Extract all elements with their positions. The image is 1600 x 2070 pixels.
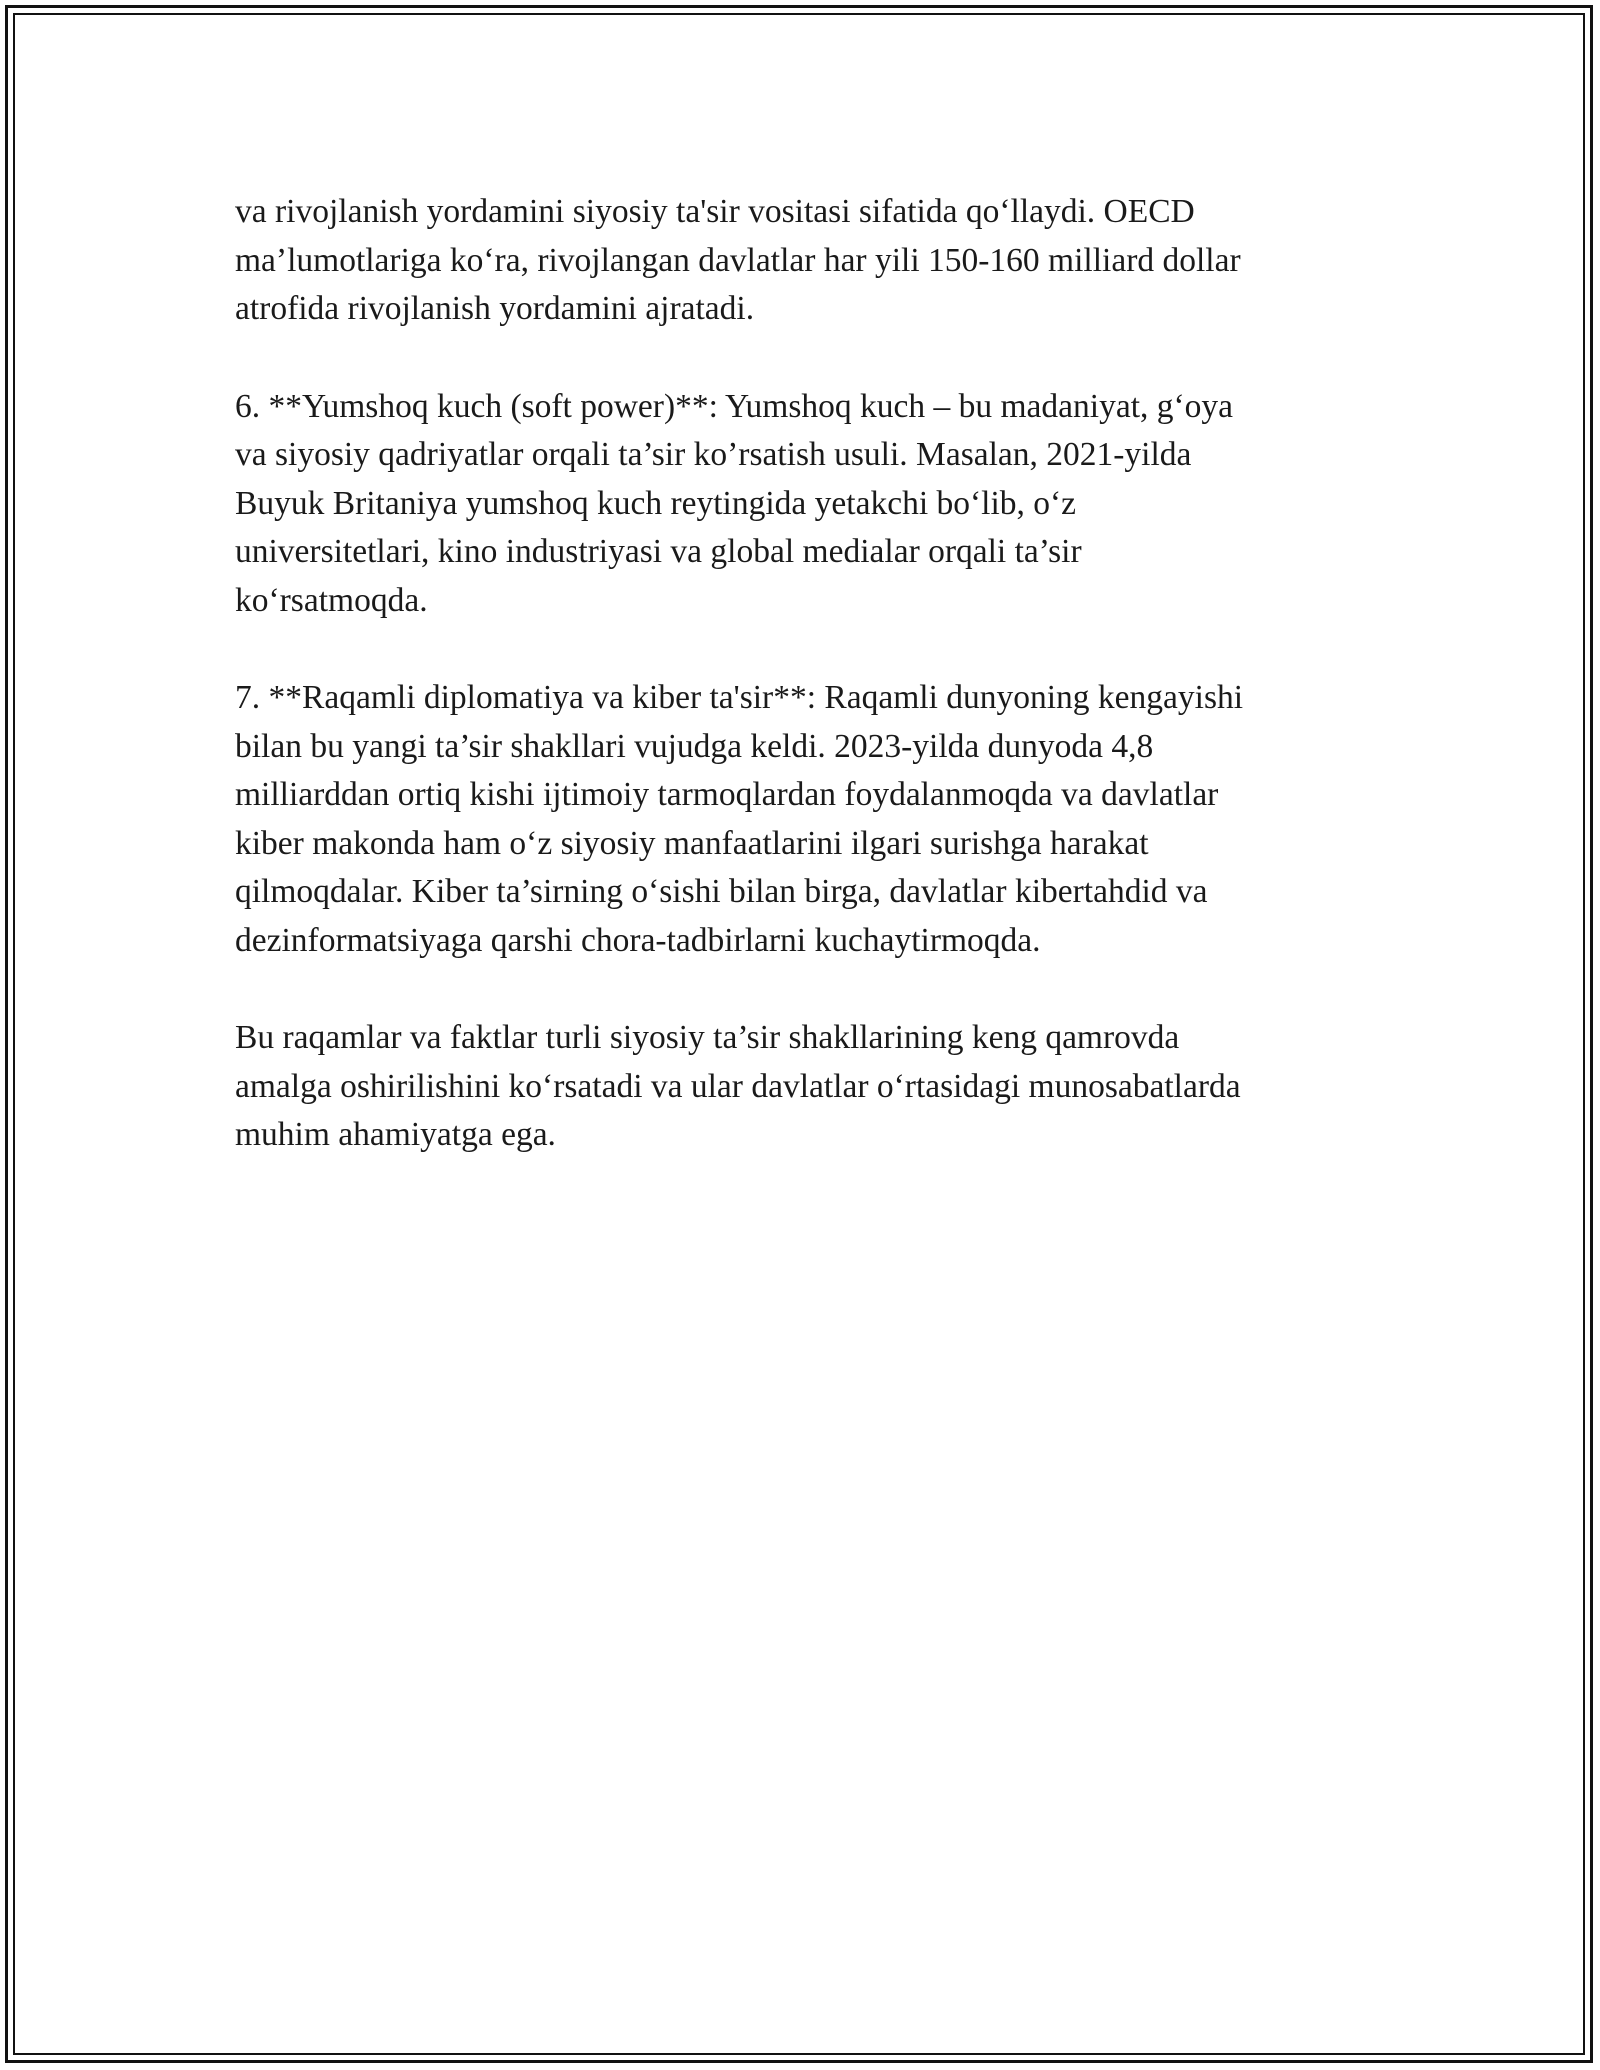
text-line: amalga oshirilishini ko‘rsatadi va ular davlatlar o‘rtasidagi munosabatlarda (235, 1067, 1241, 1105)
text-line: kiber makonda ham o‘z siyosiy manfaatlarini ilgari surishga harakat (235, 824, 1149, 862)
text-line: ma’lumotlariga ko‘ra, rivojlangan davlatlar har yili 150-160 milliard dollar (235, 241, 1241, 279)
text-line: muhim ahamiyatga ega. (235, 1116, 556, 1153)
text-line: va siyosiy qadriyatlar orqali ta’sir ko’rsatish usuli. Masalan, 2021-yilda (235, 436, 1192, 473)
text-line: universitetlari, kino industriyasi va global medialar orqali ta’sir (235, 533, 1082, 570)
text-line: 6. **Yumshoq kuch (soft power)**: Yumshoq kuch – bu madaniyat, g‘oya (235, 387, 1234, 425)
text-line: qilmoqdalar. Kiber ta’sirning o‘sishi bilan birga, davlatlar kibertahdid va (235, 873, 1208, 910)
text-line: 7. **Raqamli diplomatiya va kiber ta'sir**: Raqamli dunyoning kengayishi (235, 679, 1244, 716)
text-line: va rivojlanish yordamini siyosiy ta'sir vositasi sifatida qo‘llaydi. OECD (235, 193, 1195, 230)
paragraph-soft-power (235, 383, 1365, 626)
document-body (235, 188, 1365, 1209)
text-line: atrofida rivojlanish yordamini ajratadi. (235, 290, 755, 327)
paragraph-development-aid (235, 188, 1365, 334)
text-line: dezinformatsiyaga qarshi chora-tadbirlarni kuchaytirmoqda. (235, 921, 1041, 959)
paragraph-digital-diplomacy (235, 674, 1365, 965)
text-line: Buyuk Britaniya yumshoq kuch reytingida yetakchi bo‘lib, o‘z (235, 484, 1077, 522)
text-line: ko‘rsatmoqda. (235, 581, 428, 619)
text-line: bilan bu yangi ta’sir shakllari vujudga keldi. 2023-yilda dunyoda 4,8 (235, 727, 1154, 765)
text-line: milliarddan ortiq kishi ijtimoiy tarmoqlardan foydalanmoqda va davlatlar (235, 776, 1219, 813)
text-line: Bu raqamlar va faktlar turli siyosiy ta’sir shakllarining keng qamrovda (235, 1019, 1180, 1056)
paragraph-conclusion (235, 1014, 1365, 1160)
